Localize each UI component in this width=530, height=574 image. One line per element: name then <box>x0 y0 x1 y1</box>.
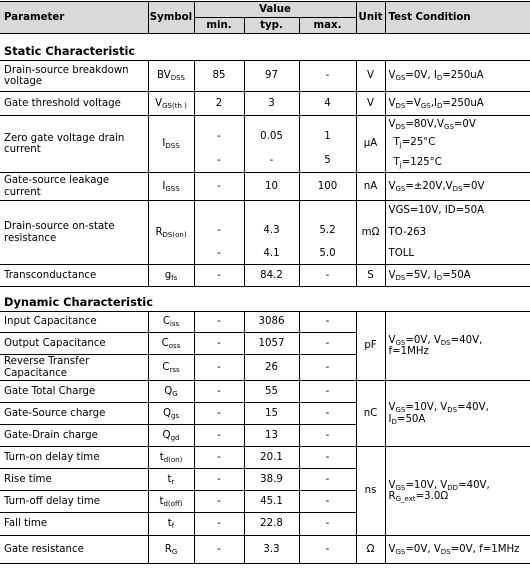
param-symbol: $V_{GS(th )}$ <box>148 92 194 116</box>
param-name: Gate Total Charge <box>0 381 148 403</box>
value-max: - <box>299 61 356 92</box>
param-name: Fall time <box>0 513 148 536</box>
table-row <box>0 61 530 92</box>
value-max: - <box>299 403 356 425</box>
param-name: Reverse Transfer Capacitance <box>0 355 148 381</box>
value-max: 5.2 <box>299 201 356 243</box>
value-typ: - <box>244 150 299 173</box>
param-symbol: $R_{DS(on)}$ <box>148 201 194 265</box>
value-typ: 3 <box>244 92 299 116</box>
param-symbol: $R_G$ <box>148 536 194 564</box>
value-typ: 38.9 <box>244 469 299 491</box>
value-min: - <box>194 201 244 243</box>
test-condition: $V_{GS}=0V$, $V_{DS}=40V$, f=1MHz <box>385 312 530 381</box>
header-min: min. <box>194 18 244 34</box>
param-name: Turn-off delay time <box>0 491 148 513</box>
value-unit: µA <box>356 116 385 173</box>
param-symbol: $Q_{gd}$ <box>148 425 194 447</box>
value-unit: V <box>356 61 385 92</box>
test-condition: $V_{GS}=0V$, $V_{DS}=0V$, f=1MHz <box>385 536 530 564</box>
param-symbol: $Q_{gs}$ <box>148 403 194 425</box>
table-row <box>0 201 530 243</box>
section-title-static: Static Characteristic <box>0 34 530 61</box>
value-max: 4 <box>299 92 356 116</box>
param-name: Drain-source breakdown voltage <box>0 61 148 92</box>
value-typ: 0.05 <box>244 116 299 150</box>
param-symbol: $C_{oss}$ <box>148 333 194 355</box>
param-name: Gate resistance <box>0 536 148 564</box>
value-typ: 26 <box>244 355 299 381</box>
value-min: - <box>194 491 244 513</box>
value-max: - <box>299 333 356 355</box>
value-min: - <box>194 150 244 173</box>
value-typ: 3086 <box>244 312 299 333</box>
param-symbol: $C_{iss}$ <box>148 312 194 333</box>
param-name: Transconductance <box>0 265 148 287</box>
value-min: - <box>194 403 244 425</box>
section-dynamic <box>0 287 530 312</box>
section-title-dynamic: Dynamic Characteristic <box>0 287 530 312</box>
header-row-1 <box>0 2 530 18</box>
value-max: 5 <box>299 150 356 173</box>
value-unit: Ω <box>356 536 385 564</box>
value-min: - <box>194 355 244 381</box>
header-test-condition: Test Condition <box>385 2 530 34</box>
value-typ: 1057 <box>244 333 299 355</box>
value-typ: 97 <box>244 61 299 92</box>
test-condition: $V_{GS}=\pm 20V,V_{DS}=0V$ <box>385 173 530 201</box>
param-name: Rise time <box>0 469 148 491</box>
table-row <box>0 312 530 333</box>
test-condition: $V_{DS}=5V$, $I_D=50A$ <box>385 265 530 287</box>
param-symbol: $I_{GSS}$ <box>148 173 194 201</box>
param-symbol: $g_{fs}$ <box>148 265 194 287</box>
value-max: 100 <box>299 173 356 201</box>
param-symbol: $t_r$ <box>148 469 194 491</box>
value-typ: 22.8 <box>244 513 299 536</box>
param-name: Input Capacitance <box>0 312 148 333</box>
table-row <box>0 173 530 201</box>
value-typ: 84.2 <box>244 265 299 287</box>
value-max: - <box>299 469 356 491</box>
value-min: - <box>194 447 244 469</box>
section-static <box>0 34 530 61</box>
table-row <box>0 92 530 116</box>
header-unit: Unit <box>356 2 385 34</box>
value-typ: 10 <box>244 173 299 201</box>
value-max: - <box>299 425 356 447</box>
value-max: - <box>299 447 356 469</box>
value-min: - <box>194 536 244 564</box>
param-symbol: $C_{rss}$ <box>148 355 194 381</box>
value-typ: 4.3 <box>244 201 299 243</box>
characteristics-table <box>0 1 530 564</box>
param-name: Gate threshold voltage <box>0 92 148 116</box>
value-typ: 55 <box>244 381 299 403</box>
table-row <box>0 536 530 564</box>
value-unit: V <box>356 92 385 116</box>
value-max: - <box>299 355 356 381</box>
value-min: - <box>194 312 244 333</box>
value-min: - <box>194 116 244 150</box>
value-min: - <box>194 173 244 201</box>
value-unit: mΩ <box>356 201 385 265</box>
value-min: - <box>194 469 244 491</box>
value-max: - <box>299 536 356 564</box>
table-row <box>0 381 530 403</box>
value-min: - <box>194 381 244 403</box>
value-typ: 20.1 <box>244 447 299 469</box>
param-symbol: $t_{d(off)}$ <box>148 491 194 513</box>
table-row <box>0 447 530 469</box>
value-unit: ns <box>356 447 385 536</box>
value-max: - <box>299 265 356 287</box>
param-name: Gate-Drain charge <box>0 425 148 447</box>
header-parameter: Parameter <box>0 2 148 34</box>
value-unit: S <box>356 265 385 287</box>
value-max: - <box>299 491 356 513</box>
test-condition: $V_{GS}=10V$, $V_{DS}=40V$, $I_D=50A$ <box>385 381 530 447</box>
param-symbol: $BV_{DSS}$ <box>148 61 194 92</box>
value-min: - <box>194 333 244 355</box>
test-condition: $V_{DS}=80V,V_{GS}=0V$ $T_j=25^\circ C$ $T_j=125^\circ C$ <box>385 116 530 173</box>
value-unit: nA <box>356 173 385 201</box>
value-typ: 3.3 <box>244 536 299 564</box>
param-symbol: $Q_G$ <box>148 381 194 403</box>
value-max: - <box>299 513 356 536</box>
value-typ: 15 <box>244 403 299 425</box>
value-min: 85 <box>194 61 244 92</box>
header-value: Value <box>194 2 356 18</box>
table-row <box>0 116 530 150</box>
value-max: 1 <box>299 116 356 150</box>
param-name: Zero gate voltage drain current <box>0 116 148 173</box>
header-typ: typ. <box>244 18 299 34</box>
value-max: 5.0 <box>299 243 356 265</box>
header-max: max. <box>299 18 356 34</box>
value-min: - <box>194 513 244 536</box>
param-symbol: $I_{DSS}$ <box>148 116 194 173</box>
header-symbol: Symbol <box>148 2 194 34</box>
param-name: Gate-Source charge <box>0 403 148 425</box>
value-min: - <box>194 243 244 265</box>
value-min: - <box>194 265 244 287</box>
param-name: Gate-source leakage current <box>0 173 148 201</box>
value-unit: pF <box>356 312 385 381</box>
param-name: Turn-on delay time <box>0 447 148 469</box>
value-unit: nC <box>356 381 385 447</box>
value-min: 2 <box>194 92 244 116</box>
test-condition: $V_{DS}=V_{GS},I_D=250uA$ <box>385 92 530 116</box>
value-min: - <box>194 425 244 447</box>
param-symbol: $t_{d(on)}$ <box>148 447 194 469</box>
value-typ: 4.1 <box>244 243 299 265</box>
param-symbol: $t_f$ <box>148 513 194 536</box>
test-condition: VGS=10V, ID=50A TO-263 TOLL <box>385 201 530 265</box>
test-condition: $V_{GS}=10V$, $V_{DD}=40V$, $R_{G\_ext}=3.0\Omega$ <box>385 447 530 536</box>
value-max: - <box>299 381 356 403</box>
param-name: Output Capacitance <box>0 333 148 355</box>
table-row <box>0 265 530 287</box>
value-typ: 13 <box>244 425 299 447</box>
value-max: - <box>299 312 356 333</box>
param-name: Drain-source on-state resistance <box>0 201 148 265</box>
value-typ: 45.1 <box>244 491 299 513</box>
test-condition: $V_{GS}=0V$, $I_D=250uA$ <box>385 61 530 92</box>
